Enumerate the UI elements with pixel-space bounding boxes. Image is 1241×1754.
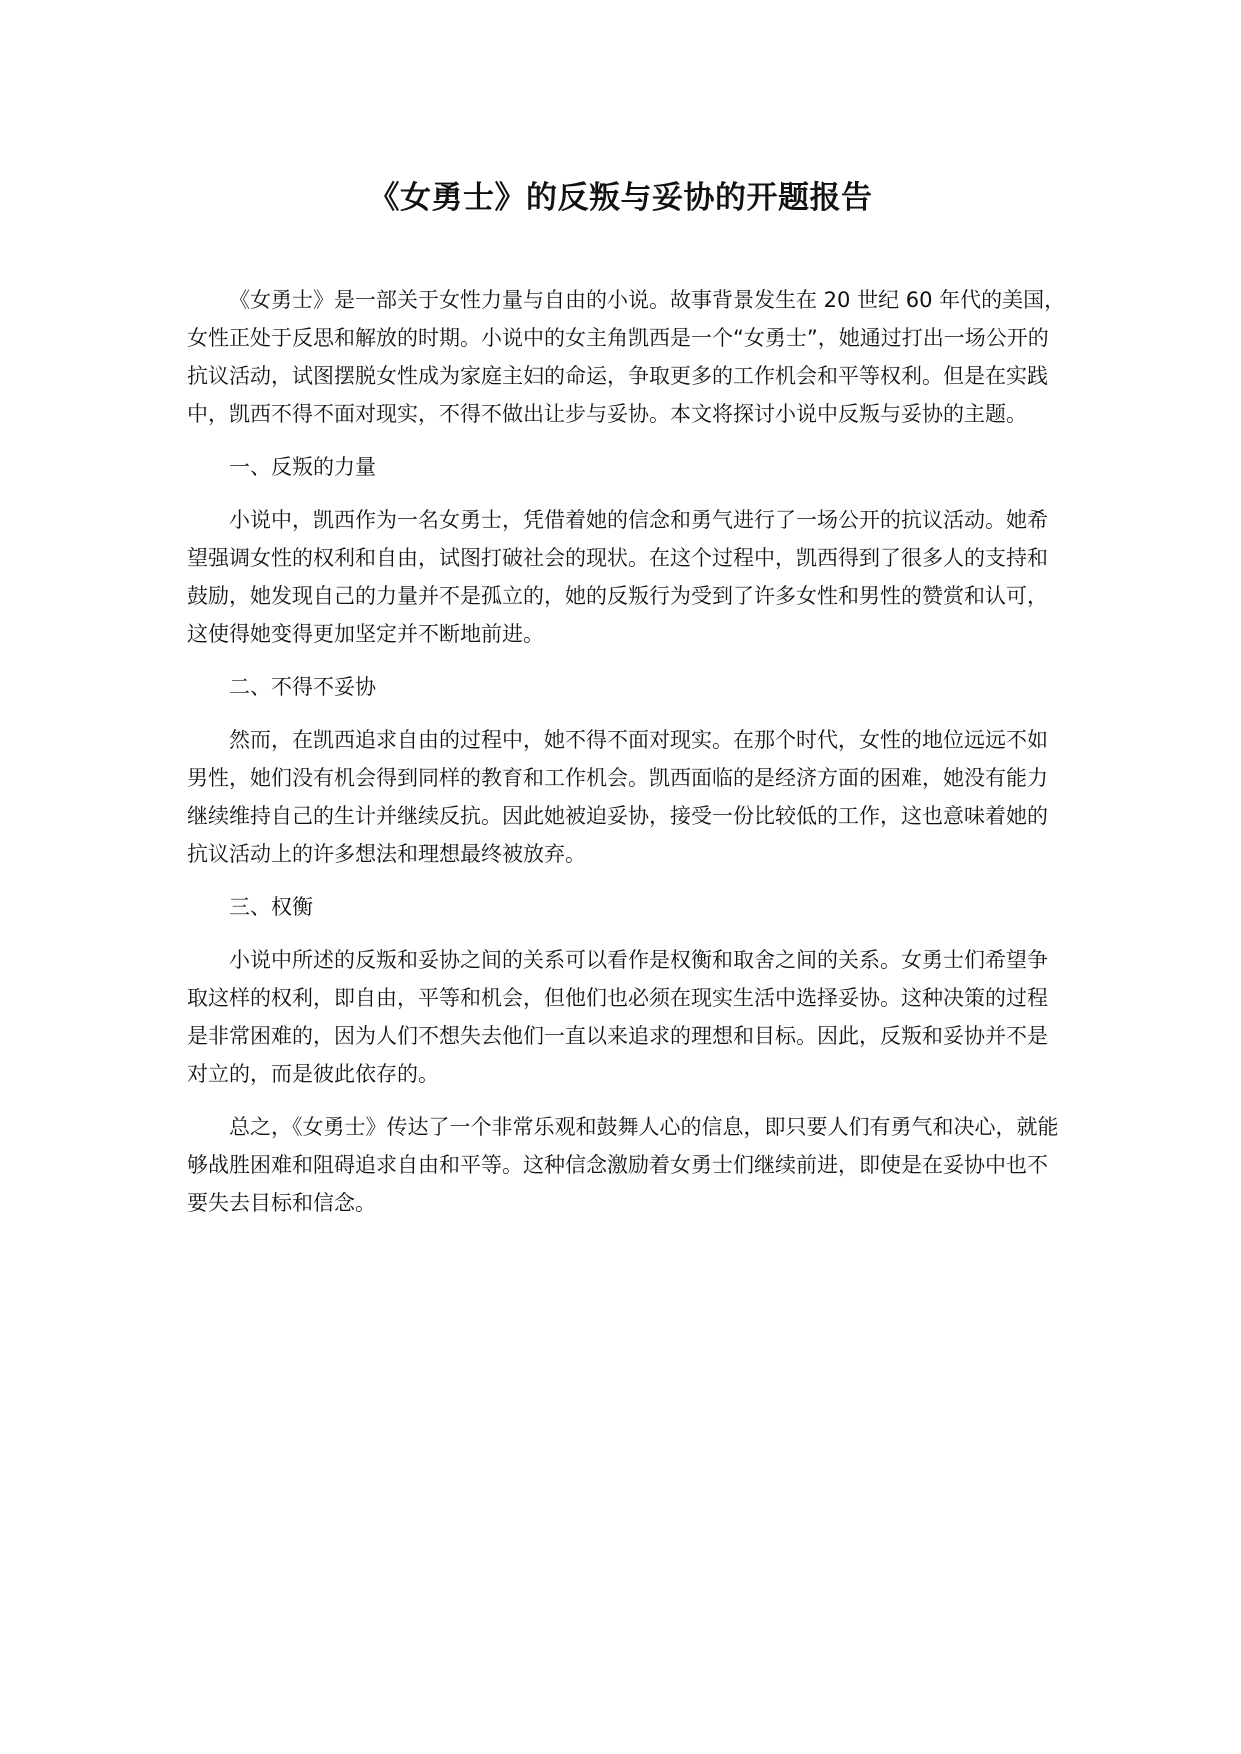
balance-paragraph: 小说中所述的反叛和妥协之间的关系可以看作是权衡和取舍之间的关系。女勇士们希望争取这样的权利，即自由，平等和机会，但他们也必须在现实生活中选择妥协。这种决策的过程是非常困难的，因为人们不想失去他们一直以来追求的理想和目标。因此，反叛和妥协并不是对立的，而是彼此依存的。: [187, 948, 1048, 1086]
document-body: [187, 281, 1067, 1237]
intro-paragraph: 《女勇士》是一部关于女性力量与自由的小说。故事背景发生在 20 世纪 60 年代的美国，女性正处于反思和解放的时期。小说中的女主角凯西是一个“女勇士”，她通过打出一场公开的抗议活动，试图摆脱女性成为家庭主妇的命运，争取更多的工作机会和平等权利。但是在实践中，凯西不得不面对现实，不得不做出让步与妥协。本文将探讨小说中反叛与妥协的主题。: [187, 288, 1066, 426]
section-heading-compromise: 二、不得不妥协: [229, 675, 376, 699]
document-title: 《女勇士》的反叛与妥协的开题报告: [368, 180, 873, 216]
rebellion-paragraph: 小说中，凯西作为一名女勇士，凭借着她的信念和勇气进行了一场公开的抗议活动。她希望强调女性的权利和自由，试图打破社会的现状。在这个过程中，凯西得到了很多人的支持和鼓励，她发现自己的力量并不是孤立的，她的反叛行为受到了许多女性和男性的赞赏和认可，这使得她变得更加坚定并不断地前进。: [187, 508, 1048, 646]
compromise-paragraph: 然而，在凯西追求自由的过程中，她不得不面对现实。在那个时代，女性的地位远远不如男性，她们没有机会得到同样的教育和工作机会。凯西面临的是经济方面的困难，她没有能力继续维持自己的生计并继续反抗。因此她被迫妥协，接受一份比较低的工作，这也意味着她的抗议活动上的许多想法和理想最终被放弃。: [187, 728, 1048, 866]
conclusion-paragraph: 总之，《女勇士》传达了一个非常乐观和鼓舞人心的信息，即只要人们有勇气和决心，就能够战胜困难和阻碍追求自由和平等。这种信念激励着女勇士们继续前进，即使是在妥协中也不要失去目标和信念。: [187, 1115, 1059, 1215]
section-heading-balance: 三、权衡: [229, 895, 313, 919]
section-heading-rebellion: 一、反叛的力量: [229, 455, 376, 479]
